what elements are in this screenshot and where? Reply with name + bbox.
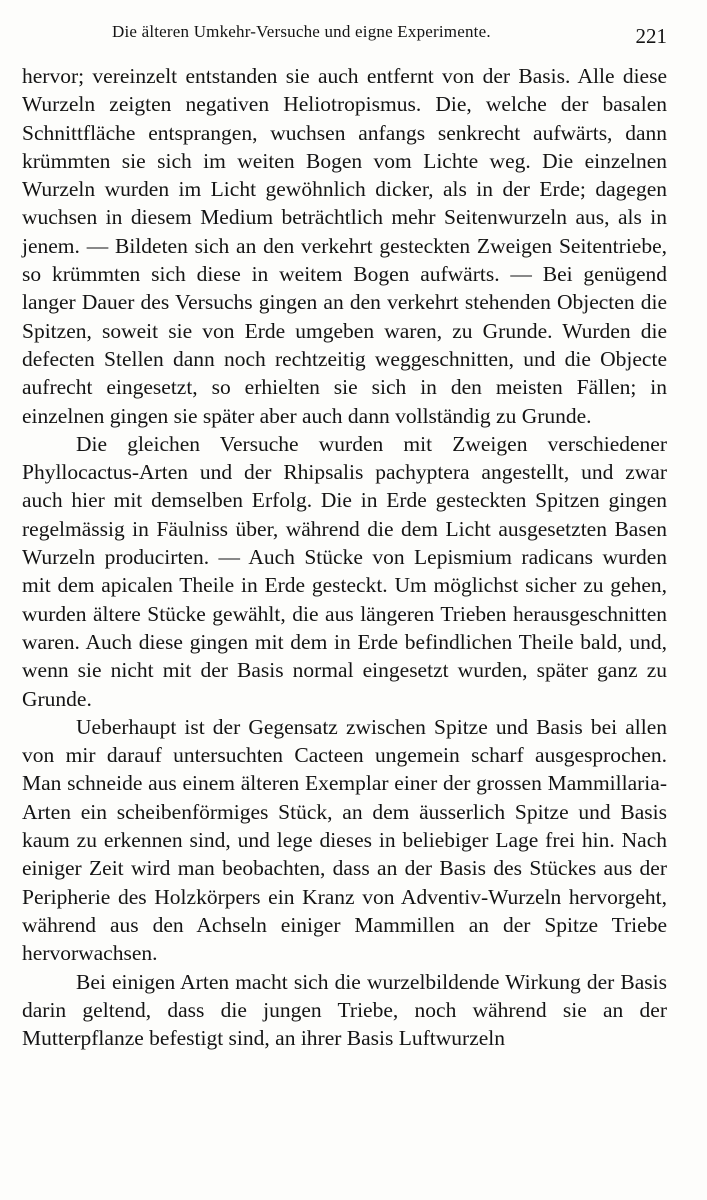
running-title: Die älteren Umkehr-Versuche und eigne Experimente. <box>112 22 491 41</box>
body-text <box>22 62 667 1052</box>
paragraph-continuation: hervor; vereinzelt entstanden sie auch entfernt von der Basis. Alle diese Wurzeln zeigten negativen Heliotropismus. Die, welche der basalen Schnittfläche entsprangen, wuchsen anfangs senkrecht aufwärts, dann krümmten sie sich im weiten Bogen vom Lichte weg. Die einzelnen Wurzeln wurden im Licht gewöhnlich dicker, als in der Erde; dagegen wuchsen in diesem Medium beträchtlich mehr Seitenwurzeln aus, als in jenem. — Bildeten sich an den verkehrt gesteckten Zweigen Seitentriebe, so krümmten sich diese in weitem Bogen aufwärts. — Bei genügend langer Dauer des Versuchs gingen an den verkehrt stehenden Objecten die Spitzen, soweit sie von Erde umgeben waren, zu Grunde. Wurden die defecten Stellen dann noch rechtzeitig weggeschnitten, und die Objecte aufrecht eingesetzt, so erhielten sie sich in den meisten Fällen; in einzelnen gingen sie später aber auch dann vollständig zu Grunde. <box>22 64 667 428</box>
paragraph-cacteen: Ueberhaupt ist der Gegensatz zwischen Spitze und Basis bei allen von mir darauf untersuchten Cacteen ungemein scharf ausgesprochen. Man schneide aus einem älteren Exemplar einer der grossen Mammillaria-Arten ein scheibenförmiges Stück, an dem äusserlich Spitze und Basis kaum zu erkennen sind, und lege dieses in beliebiger Lage frei hin. Nach einiger Zeit wird man beobachten, dass an der Basis des Stückes aus der Peripherie des Holzkörpers ein Kranz von Adventiv-Wurzeln hervorgeht, während aus den Achseln einiger Mammillen an der Spitze Triebe hervorwachsen. <box>22 714 667 966</box>
page-number: 221 <box>635 24 667 48</box>
paragraph-wurzelbildende: Bei einigen Arten macht sich die wurzelbildende Wirkung der Basis darin geltend, dass die jungen Triebe, noch während sie an der Mutterpflanze befestigt sind, an ihrer Basis Luftwurzeln <box>22 969 667 1051</box>
paragraph-phyllocactus: Die gleichen Versuche wurden mit Zweigen verschiedener Phyllocactus-Arten und der Rhipsalis pachyptera angestellt, und zwar auch hier mit demselben Erfolg. Die in Erde gesteckten Spitzen gingen regelmässig in Fäulniss über, während die dem Licht ausgesetzten Basen Wurzeln producirten. — Auch Stücke von Lepismium radicans wurden mit dem apicalen Theile in Erde gesteckt. Um möglichst sicher zu gehen, wurden ältere Stücke gewählt, die aus längeren Trieben herausgeschnitten waren. Auch diese gingen mit dem in Erde befindlichen Theile bald, und, wenn sie nicht mit der Basis normal eingesetzt wurden, später ganz zu Grunde. <box>22 431 667 711</box>
running-head <box>22 18 667 62</box>
